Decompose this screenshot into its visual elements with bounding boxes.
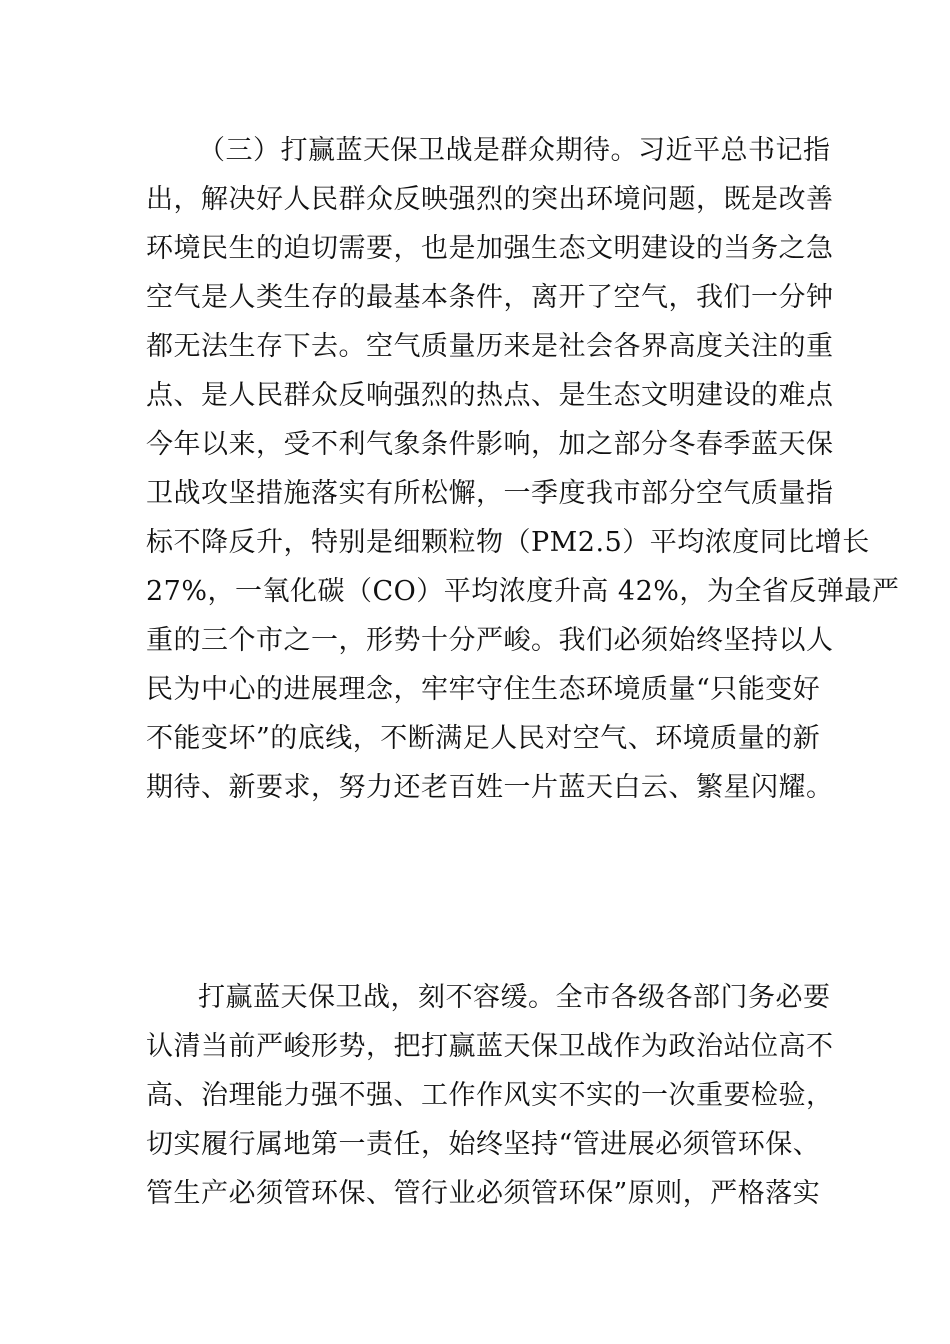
paragraph-2-line-3: 高、治理能力强不强、工作作风实不实的一次重要检验， (146, 1080, 834, 1111)
paragraph-2-line-4: 切实履行属地第一责任，始终坚持“管进展必须管环保、 (146, 1129, 821, 1160)
paragraph-2-line-1: 打赢蓝天保卫战，刻不容缓。全市各级各部门务必要 (198, 982, 831, 1013)
paragraph-1-line-11: 重的三个市之一，形势十分严峻。我们必须始终坚持以人 (146, 625, 834, 656)
paragraph-1-line-10: 27%，一氧化碳（CO）平均浓度升高 42%，为全省反弹最严 (146, 576, 900, 607)
paragraph-1-line-8: 卫战攻坚措施落实有所松懈，一季度我市部分空气质量指 (146, 478, 834, 509)
paragraph-1-line-4: 空气是人类生存的最基本条件，离开了空气，我们一分钟 (146, 282, 834, 313)
paragraph-2-line-2: 认清当前严峻形势，把打赢蓝天保卫战作为政治站位高不 (146, 1031, 834, 1062)
paragraph-1-line-9: 标不降反升，特别是细颗粒物（PM2.5）平均浓度同比增长 (146, 527, 870, 558)
paragraph-1-line-5: 都无法生存下去。空气质量历来是社会各界高度关注的重 (146, 331, 834, 362)
paragraph-1-line-14: 期待、新要求，努力还老百姓一片蓝天白云、繁星闪耀。 (146, 772, 834, 803)
paragraph-1-line-2: 出，解决好人民群众反映强烈的突出环境问题，既是改善 (146, 184, 834, 215)
paragraph-1-line-1: （三）打赢蓝天保卫战是群众期待。习近平总书记指 (198, 135, 831, 166)
paragraph-1-line-13: 不能变坏”的底线，不断满足人民对空气、环境质量的新 (146, 723, 821, 754)
paragraph-1-line-6: 点、是人民群众反响强烈的热点、是生态文明建设的难点 (146, 380, 834, 411)
paragraph-2-line-5: 管生产必须管环保、管行业必须管环保”原则，严格落实 (146, 1178, 821, 1209)
paragraph-1-line-7: 今年以来，受不利气象条件影响，加之部分冬春季蓝天保 (146, 429, 834, 460)
paragraph-1-line-12: 民为中心的进展理念，牢牢守住生态环境质量“只能变好 (146, 674, 821, 705)
paragraph-1-line-3: 环境民生的迫切需要，也是加强生态文明建设的当务之急 (146, 233, 834, 264)
